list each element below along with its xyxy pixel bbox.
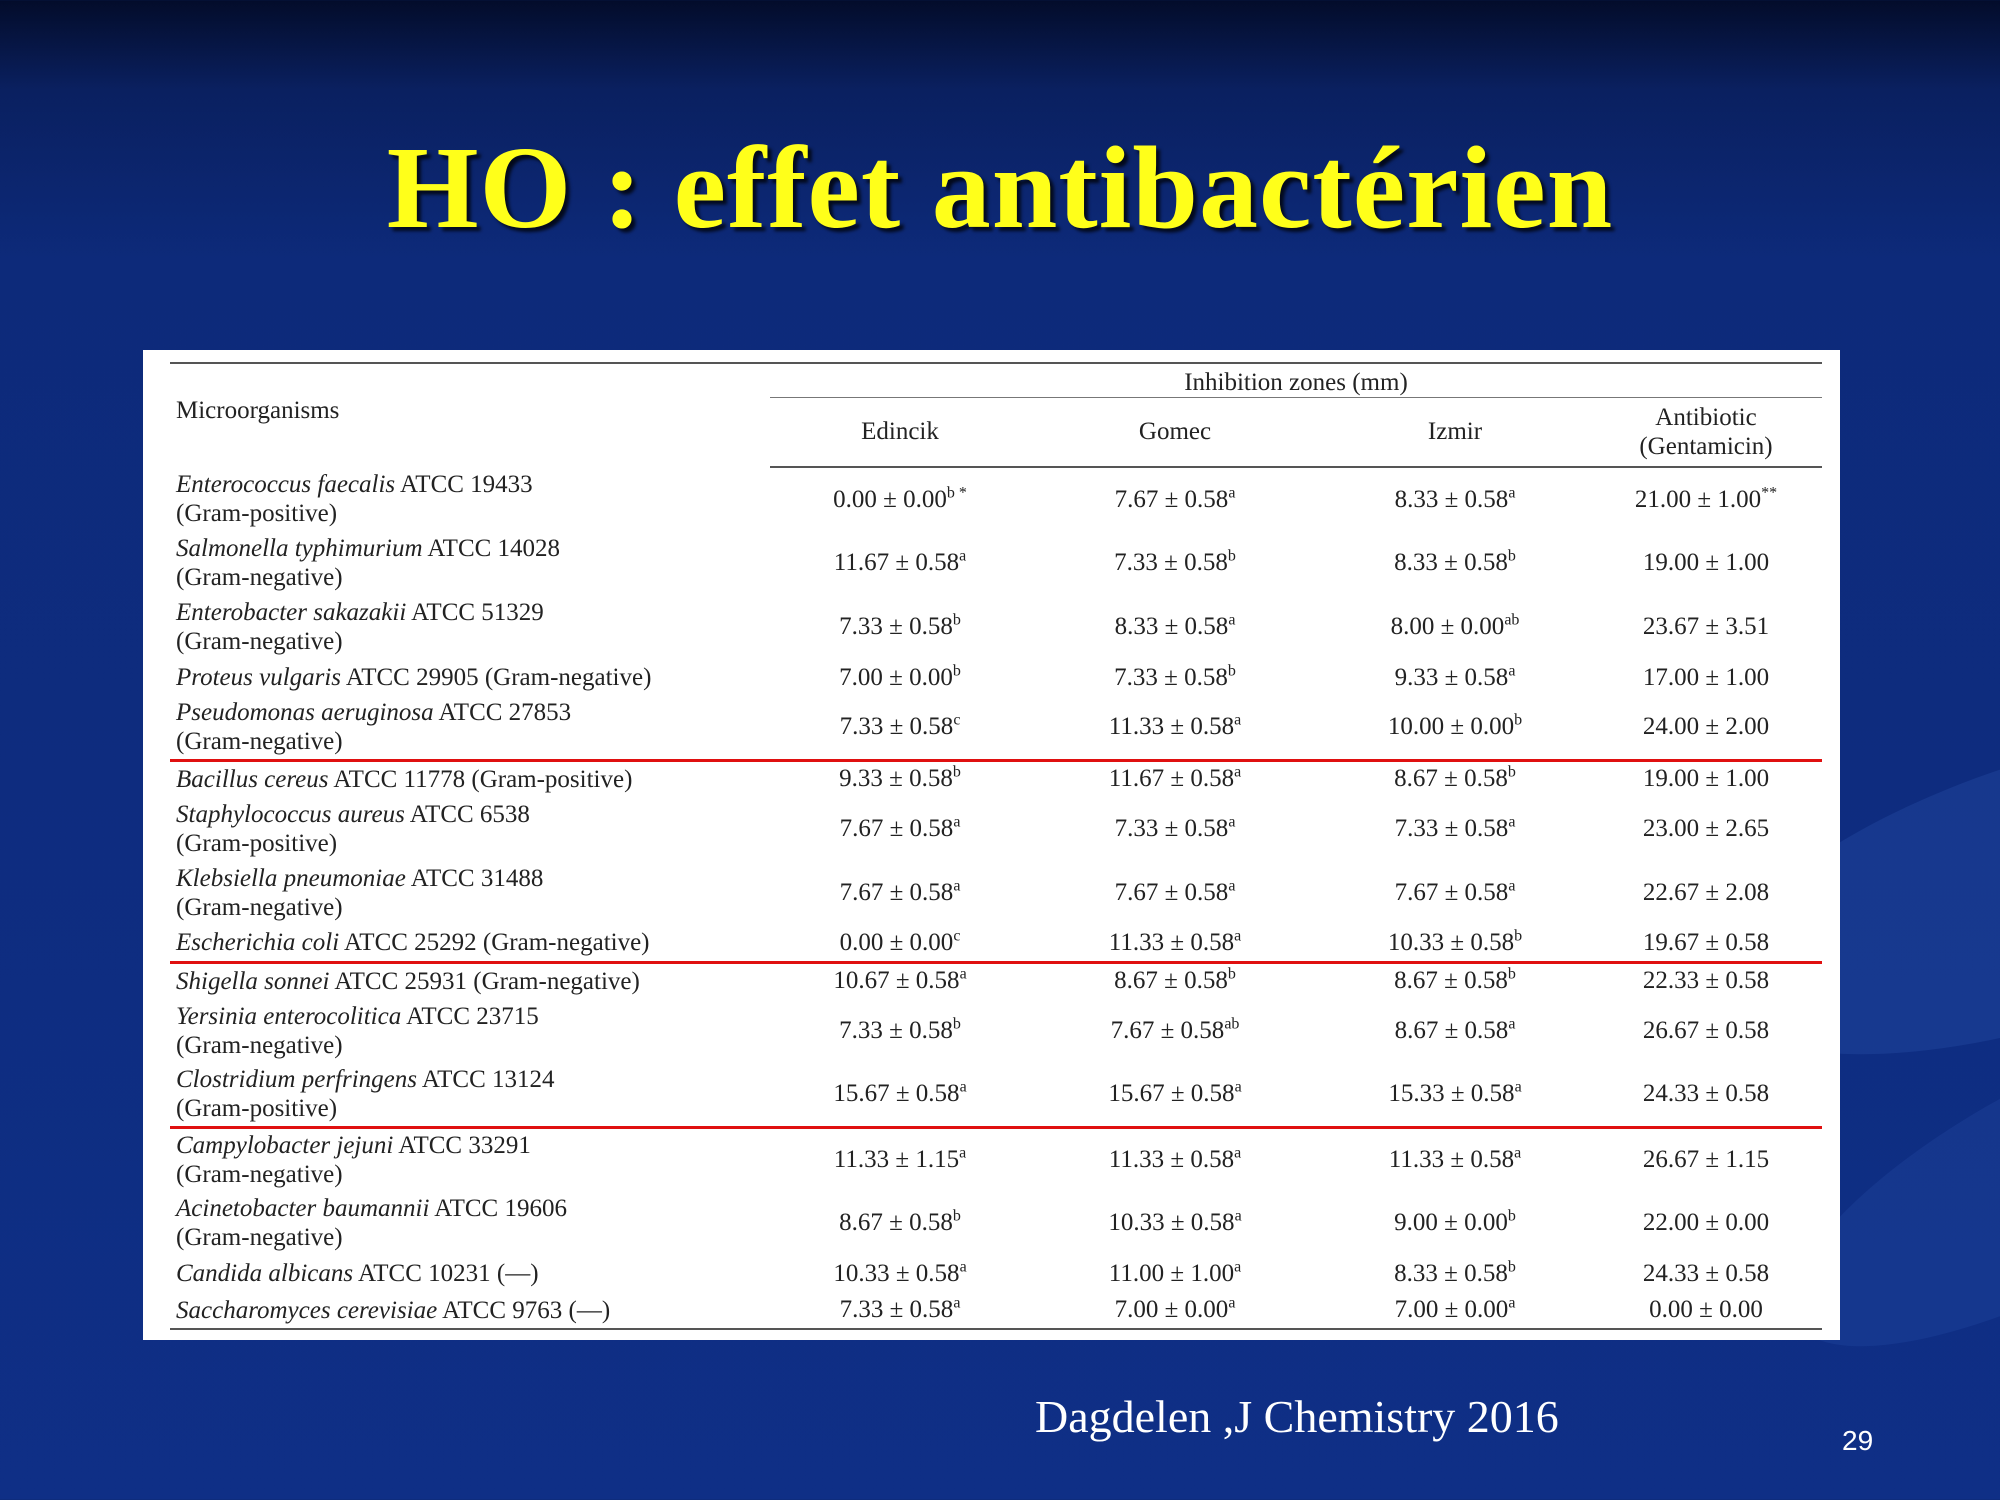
strain-label: ATCC 51329 — [406, 599, 544, 626]
significance-letter: b — [952, 763, 961, 781]
cell-edincik — [770, 962, 1030, 999]
cell-antibiotic — [1590, 861, 1822, 925]
strain-label: ATCC 9763 (—) — [437, 1296, 611, 1324]
significance-letter: a — [1234, 1144, 1242, 1162]
cell-gomec — [1030, 861, 1320, 925]
table-row — [170, 925, 1822, 962]
significance-letter: a — [1234, 711, 1242, 729]
species-name: Candida albicans — [176, 1260, 354, 1287]
significance-letter: b — [1507, 547, 1516, 565]
cell-izmir — [1320, 797, 1590, 861]
value: 8.33 ± 0.58 — [1394, 1259, 1508, 1287]
significance-letter: b — [1507, 1258, 1516, 1276]
value: 22.00 ± 0.00 — [1642, 1209, 1770, 1236]
value: 11.33 ± 0.58 — [1108, 713, 1235, 741]
value: 22.33 ± 0.58 — [1642, 967, 1770, 995]
cell-microorganism — [170, 1063, 770, 1127]
cell-gomec — [1030, 531, 1320, 595]
species-name: Yersinia enterocolitica — [176, 1003, 402, 1030]
significance-letter: b * — [946, 484, 967, 502]
value: 7.33 ± 0.58 — [839, 1017, 953, 1044]
cell-gomec — [1030, 797, 1320, 861]
cell-edincik — [770, 659, 1030, 696]
table-row — [170, 999, 1822, 1063]
significance-letter: b — [1507, 1207, 1516, 1225]
value: 9.33 ± 0.58 — [1394, 663, 1509, 691]
value: 24.00 ± 2.00 — [1642, 713, 1770, 741]
species-name: Staphylococcus aureus — [176, 801, 405, 828]
value: 0.00 ± 0.00 — [839, 928, 954, 956]
strain-label: ATCC 31488 — [405, 865, 544, 892]
cell-edincik — [770, 1292, 1030, 1329]
strain-label: ATCC 25292 (Gram-negative) — [339, 929, 650, 957]
cell-microorganism — [170, 1191, 770, 1255]
cell-microorganism — [170, 797, 770, 861]
significance-letter: a — [1228, 813, 1236, 831]
significance-letter: a — [959, 1078, 967, 1096]
cell-izmir — [1320, 659, 1590, 696]
strain-label: ATCC 10231 (—) — [353, 1260, 539, 1287]
cell-microorganism — [170, 1292, 770, 1329]
species-name: Enterococcus faecalis — [176, 471, 396, 498]
value: 9.00 ± 0.00 — [1394, 1209, 1508, 1236]
significance-letter: a — [959, 1258, 967, 1276]
data-table-panel — [143, 350, 1840, 1340]
header-microorganisms: Microorganisms — [170, 363, 770, 467]
cell-gomec — [1030, 1255, 1320, 1292]
significance-letter: a — [959, 547, 967, 565]
table-row — [170, 1063, 1822, 1127]
table-row — [170, 760, 1822, 797]
value: 23.67 ± 3.51 — [1642, 613, 1770, 640]
gram-label: (Gram-negative) — [176, 894, 343, 921]
species-name: Campylobacter jejuni — [176, 1131, 394, 1159]
cell-microorganism — [170, 595, 770, 659]
significance-letter: a — [1228, 611, 1236, 629]
species-name: Pseudomonas aeruginosa — [176, 699, 434, 727]
cell-antibiotic — [1590, 999, 1822, 1063]
cell-antibiotic — [1590, 696, 1822, 760]
cell-gomec — [1030, 925, 1320, 962]
value: 7.67 ± 0.58 — [1110, 1017, 1225, 1044]
value: 11.33 ± 0.58 — [1108, 1145, 1235, 1173]
cell-gomec — [1030, 595, 1320, 659]
species-name: Proteus vulgaris — [176, 664, 342, 691]
significance-letter: a — [1234, 763, 1242, 781]
cell-izmir — [1320, 1191, 1590, 1255]
species-name: Salmonella typhimurium — [176, 535, 423, 562]
cell-edincik — [770, 925, 1030, 962]
cell-gomec — [1030, 962, 1320, 999]
cell-edincik — [770, 861, 1030, 925]
cell-edincik — [770, 531, 1030, 595]
cell-edincik — [770, 1127, 1030, 1191]
value: 8.67 ± 0.58 — [1394, 765, 1508, 793]
strain-label: ATCC 19433 — [395, 471, 533, 498]
value: 17.00 ± 1.00 — [1642, 663, 1770, 691]
cell-edincik — [770, 1191, 1030, 1255]
cell-microorganism — [170, 531, 770, 595]
value: 11.00 ± 1.00 — [1108, 1259, 1235, 1287]
gram-label: (Gram-negative) — [176, 1224, 343, 1251]
cell-gomec — [1030, 467, 1320, 531]
header-izmir: Izmir — [1320, 397, 1590, 467]
value: 24.33 ± 0.58 — [1642, 1080, 1770, 1108]
cell-antibiotic — [1590, 797, 1822, 861]
significance-letter: ab — [1224, 1015, 1240, 1033]
strain-label: ATCC 11778 (Gram-positive) — [328, 765, 633, 793]
significance-letter: b — [1507, 763, 1516, 781]
significance-letter: a — [1508, 662, 1516, 680]
table-row — [170, 1191, 1822, 1255]
significance-letter: b — [952, 1015, 961, 1033]
significance-letter: c — [953, 711, 961, 729]
cell-microorganism — [170, 1127, 770, 1191]
cell-gomec — [1030, 760, 1320, 797]
cell-izmir — [1320, 595, 1590, 659]
value: 7.33 ± 0.58 — [1114, 815, 1229, 842]
strain-label: ATCC 6538 — [404, 801, 530, 828]
cell-edincik — [770, 797, 1030, 861]
value: 7.00 ± 0.00 — [839, 663, 953, 691]
value: 26.67 ± 1.15 — [1642, 1145, 1770, 1173]
significance-letter: a — [953, 1294, 961, 1312]
cell-izmir — [1320, 467, 1590, 531]
cell-izmir — [1320, 696, 1590, 760]
citation: Dagdelen ,J Chemistry 2016 — [1035, 1391, 1559, 1442]
cell-antibiotic — [1590, 962, 1822, 999]
cell-edincik — [770, 595, 1030, 659]
significance-letter: b — [952, 611, 961, 629]
significance-letter: b — [952, 1207, 961, 1225]
gram-label: (Gram-negative) — [176, 728, 343, 756]
value: 15.67 ± 0.58 — [833, 1080, 960, 1108]
significance-letter: b — [1514, 927, 1523, 945]
significance-letter: a — [1508, 1015, 1516, 1033]
strain-label: ATCC 14028 — [422, 535, 561, 562]
cell-microorganism — [170, 1255, 770, 1292]
species-name: Bacillus cereus — [176, 765, 329, 793]
strain-label: ATCC 23715 — [401, 1003, 539, 1030]
significance-letter: a — [1234, 1078, 1242, 1096]
species-name: Acinetobacter baumannii — [176, 1195, 430, 1222]
value: 10.00 ± 0.00 — [1387, 713, 1515, 741]
significance-letter: b — [1514, 711, 1523, 729]
cell-antibiotic — [1590, 925, 1822, 962]
cell-antibiotic — [1590, 1255, 1822, 1292]
significance-letter: b — [1227, 547, 1236, 565]
header-gomec: Gomec — [1030, 397, 1320, 467]
cell-izmir — [1320, 999, 1590, 1063]
significance-letter: a — [1514, 1078, 1522, 1096]
significance-letter: a — [1228, 877, 1236, 895]
significance-letter: b — [1227, 965, 1236, 983]
cell-antibiotic — [1590, 760, 1822, 797]
table-row — [170, 659, 1822, 696]
significance-letter: a — [1514, 1144, 1522, 1162]
value: 15.67 ± 0.58 — [1108, 1080, 1235, 1108]
table-row — [170, 595, 1822, 659]
cell-izmir — [1320, 925, 1590, 962]
gram-label: (Gram-negative) — [176, 1032, 343, 1059]
cell-antibiotic — [1590, 467, 1822, 531]
cell-izmir — [1320, 1063, 1590, 1127]
cell-gomec — [1030, 1063, 1320, 1127]
table-row — [170, 1292, 1822, 1329]
cell-edincik — [770, 760, 1030, 797]
value: 8.67 ± 0.58 — [1394, 967, 1508, 995]
strain-label: ATCC 25931 (Gram-negative) — [329, 967, 640, 995]
value: 21.00 ± 1.00 — [1634, 485, 1762, 513]
value: 7.33 ± 0.58 — [839, 713, 954, 741]
significance-letter: b — [1507, 965, 1516, 983]
cell-izmir — [1320, 1255, 1590, 1292]
gram-label: (Gram-negative) — [176, 1160, 343, 1188]
cell-gomec — [1030, 696, 1320, 760]
species-name: Enterobacter sakazakii — [176, 599, 407, 626]
cell-izmir — [1320, 1127, 1590, 1191]
significance-letter: a — [953, 813, 961, 831]
species-name: Klebsiella pneumoniae — [176, 865, 406, 892]
cell-antibiotic — [1590, 595, 1822, 659]
header-antibiotic-line1: Antibiotic — [1655, 403, 1757, 431]
cell-microorganism — [170, 696, 770, 760]
cell-microorganism — [170, 861, 770, 925]
table-body — [170, 467, 1822, 1329]
value: 7.33 ± 0.58 — [839, 1296, 954, 1323]
value: 22.67 ± 2.08 — [1642, 879, 1770, 906]
value: 11.67 ± 0.58 — [833, 549, 960, 576]
cell-izmir — [1320, 760, 1590, 797]
slide-title: HO : effet antibactérien — [386, 122, 1614, 253]
cell-izmir — [1320, 531, 1590, 595]
gram-label: (Gram-negative) — [176, 628, 343, 655]
value: 8.33 ± 0.58 — [1394, 485, 1509, 513]
cell-antibiotic — [1590, 1127, 1822, 1191]
gram-label: (Gram-positive) — [176, 1095, 338, 1123]
cell-edincik — [770, 696, 1030, 760]
value: 8.33 ± 0.58 — [1114, 613, 1229, 640]
significance-letter: c — [953, 927, 961, 945]
strain-label: ATCC 33291 — [393, 1131, 531, 1159]
cell-antibiotic — [1590, 1292, 1822, 1329]
cell-gomec — [1030, 1127, 1320, 1191]
gram-label: (Gram-negative) — [176, 564, 343, 591]
header-antibiotic — [1590, 397, 1822, 467]
value: 0.00 ± 0.00 — [1649, 1296, 1763, 1323]
cell-izmir — [1320, 861, 1590, 925]
value: 8.67 ± 0.58 — [1114, 967, 1228, 995]
value: 15.33 ± 0.58 — [1388, 1080, 1515, 1108]
significance-letter: a — [1234, 1207, 1242, 1225]
cell-gomec — [1030, 1292, 1320, 1329]
gram-label: (Gram-positive) — [176, 830, 338, 857]
cell-izmir — [1320, 1292, 1590, 1329]
table-row — [170, 1127, 1822, 1191]
value: 11.33 ± 0.58 — [1108, 928, 1235, 956]
value: 7.33 ± 0.58 — [1394, 815, 1509, 842]
value: 7.67 ± 0.58 — [1114, 485, 1229, 513]
value: 9.33 ± 0.58 — [839, 765, 953, 793]
value: 24.33 ± 0.58 — [1642, 1259, 1770, 1287]
cell-antibiotic — [1590, 1063, 1822, 1127]
value: 7.33 ± 0.58 — [839, 613, 953, 640]
value: 19.00 ± 1.00 — [1642, 765, 1770, 793]
significance-letter: a — [1508, 813, 1516, 831]
cell-antibiotic — [1590, 531, 1822, 595]
table-row — [170, 797, 1822, 861]
value: 19.00 ± 1.00 — [1642, 549, 1770, 576]
cell-gomec — [1030, 1191, 1320, 1255]
value: 7.33 ± 0.58 — [1114, 663, 1228, 691]
significance-letter: b — [1227, 662, 1236, 680]
value: 11.33 ± 1.15 — [833, 1145, 960, 1173]
inhibition-table — [170, 362, 1822, 1330]
significance-letter: a — [953, 877, 961, 895]
value: 7.67 ± 0.58 — [1394, 879, 1509, 906]
value: 0.00 ± 0.00 — [833, 485, 947, 513]
significance-letter: a — [1228, 1294, 1236, 1312]
cell-microorganism — [170, 467, 770, 531]
value: 10.33 ± 0.58 — [833, 1259, 960, 1287]
value: 11.33 ± 0.58 — [1388, 1145, 1515, 1173]
cell-edincik — [770, 1255, 1030, 1292]
significance-letter: b — [952, 662, 961, 680]
header-edincik: Edincik — [770, 397, 1030, 467]
strain-label: ATCC 27853 — [433, 699, 572, 727]
cell-antibiotic — [1590, 1191, 1822, 1255]
significance-letter: a — [1508, 1294, 1516, 1312]
value: 8.67 ± 0.58 — [839, 1209, 953, 1236]
table-row — [170, 531, 1822, 595]
cell-microorganism — [170, 659, 770, 696]
strain-label: ATCC 19606 — [429, 1195, 567, 1222]
page-number: 29 — [1842, 1425, 1874, 1456]
cell-gomec — [1030, 659, 1320, 696]
species-name: Escherichia coli — [176, 929, 340, 957]
value: 26.67 ± 0.58 — [1642, 1017, 1770, 1044]
strain-label: ATCC 29905 (Gram-negative) — [341, 664, 652, 691]
species-name: Shigella sonnei — [176, 967, 330, 995]
cell-edincik — [770, 1063, 1030, 1127]
value: 8.00 ± 0.00 — [1390, 613, 1505, 640]
significance-letter: a — [959, 1144, 967, 1162]
value: 7.67 ± 0.58 — [839, 815, 954, 842]
value: 23.00 ± 2.65 — [1642, 815, 1770, 842]
significance-letter: a — [1234, 1258, 1242, 1276]
table-row — [170, 861, 1822, 925]
value: 10.33 ± 0.58 — [1108, 1209, 1235, 1236]
value: 7.33 ± 0.58 — [1114, 549, 1228, 576]
cell-microorganism — [170, 760, 770, 797]
table-row — [170, 1255, 1822, 1292]
header-antibiotic-line2: (Gentamicin) — [1639, 432, 1773, 460]
significance-letter: ab — [1504, 611, 1520, 629]
significance-letter: a — [1508, 484, 1516, 502]
significance-letter: a — [1508, 877, 1516, 895]
significance-letter: a — [959, 965, 967, 983]
cell-microorganism — [170, 999, 770, 1063]
table-row — [170, 962, 1822, 999]
value: 8.67 ± 0.58 — [1394, 1017, 1509, 1044]
gram-label: (Gram-positive) — [176, 500, 338, 527]
significance-letter: ** — [1761, 484, 1778, 502]
value: 8.33 ± 0.58 — [1394, 549, 1508, 576]
cell-edincik — [770, 467, 1030, 531]
cell-antibiotic — [1590, 659, 1822, 696]
value: 7.00 ± 0.00 — [1114, 1296, 1229, 1323]
value: 7.00 ± 0.00 — [1394, 1296, 1509, 1323]
cell-gomec — [1030, 999, 1320, 1063]
value: 10.67 ± 0.58 — [833, 967, 960, 995]
cell-edincik — [770, 999, 1030, 1063]
cell-izmir — [1320, 962, 1590, 999]
value: 10.33 ± 0.58 — [1387, 928, 1515, 956]
significance-letter: a — [1228, 484, 1236, 502]
cell-microorganism — [170, 962, 770, 999]
value: 7.67 ± 0.58 — [839, 879, 954, 906]
strain-label: ATCC 13124 — [417, 1066, 555, 1094]
cell-microorganism — [170, 925, 770, 962]
table-row — [170, 467, 1822, 531]
value: 11.67 ± 0.58 — [1108, 765, 1235, 793]
table-row — [170, 696, 1822, 760]
significance-letter: a — [1234, 927, 1242, 945]
header-inhibition-zones: Inhibition zones (mm) — [770, 363, 1822, 397]
species-name: Clostridium perfringens — [176, 1066, 417, 1094]
value: 7.67 ± 0.58 — [1114, 879, 1229, 906]
value: 19.67 ± 0.58 — [1642, 928, 1770, 956]
species-name: Saccharomyces cerevisiae — [176, 1296, 438, 1324]
